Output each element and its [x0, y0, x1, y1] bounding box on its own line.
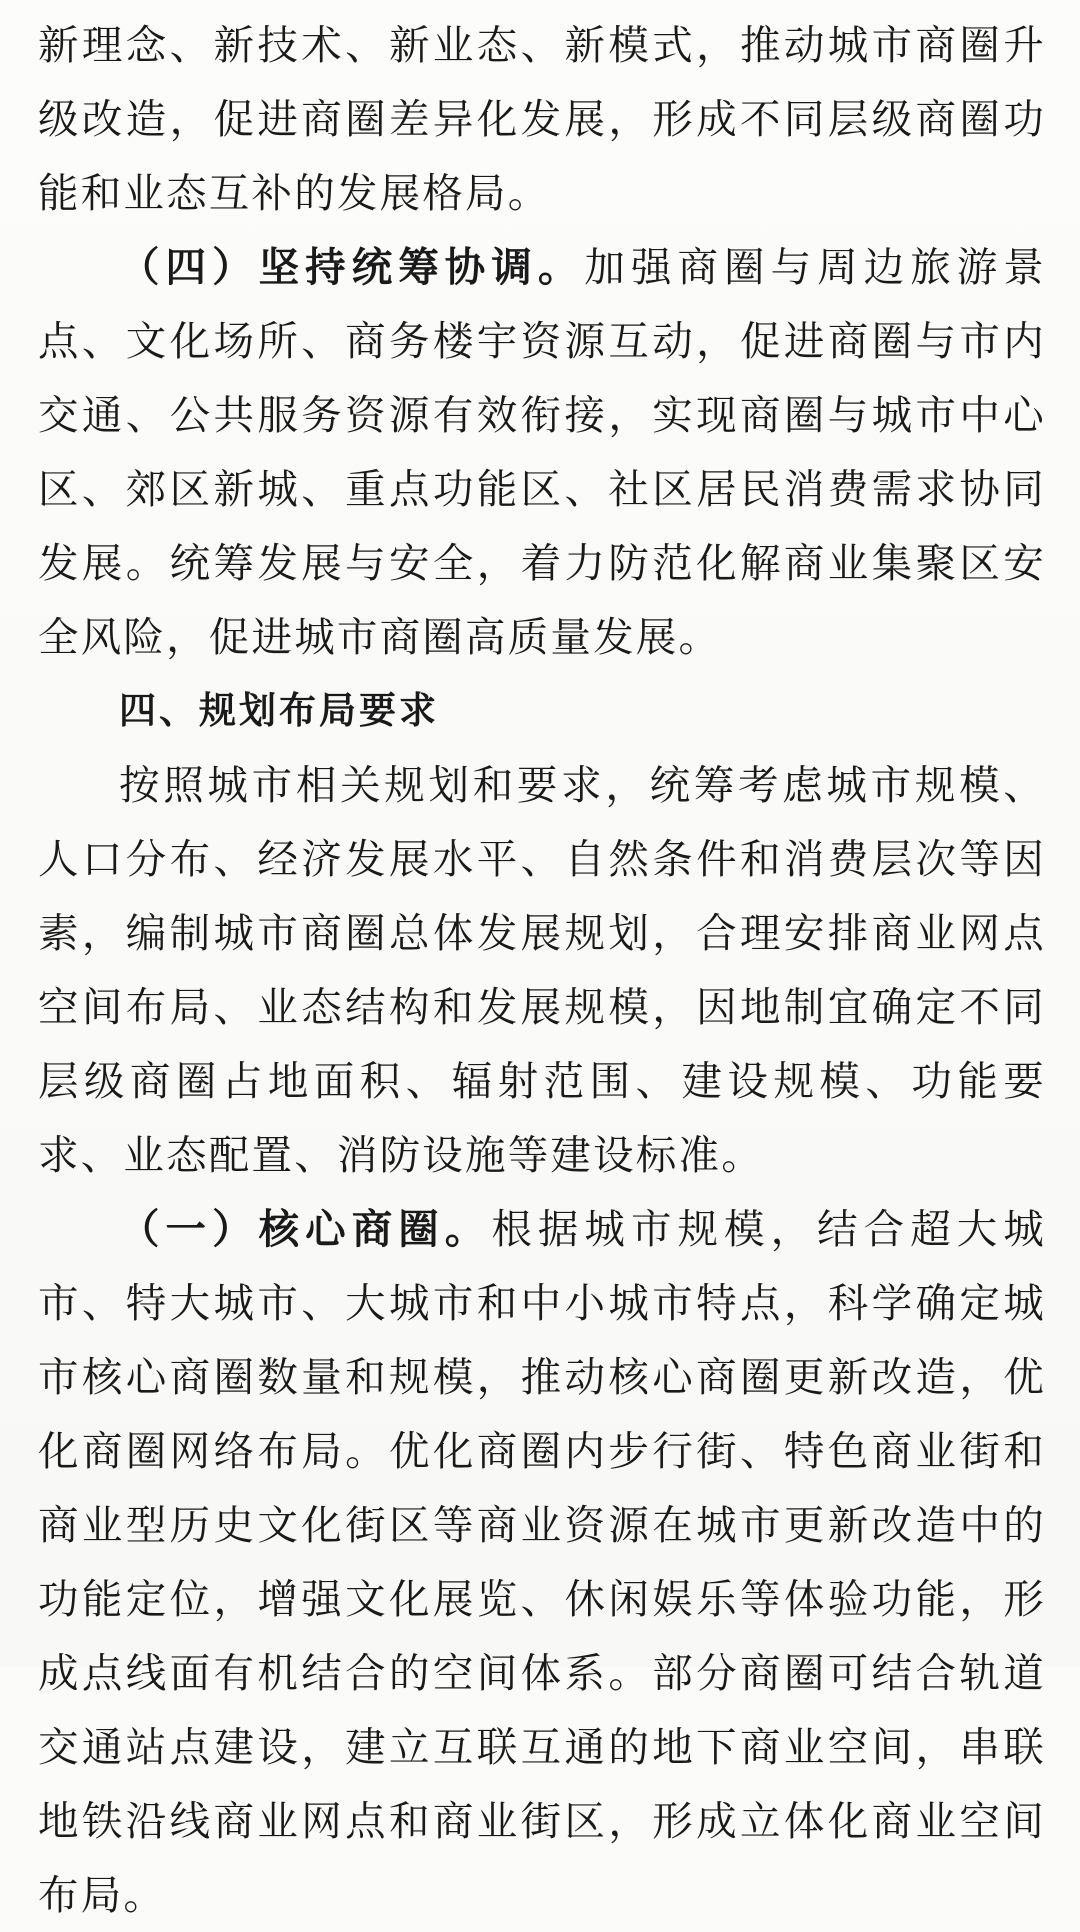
paragraph-continuation [38, 8, 1046, 230]
paragraph-text: 加强商圈与周边旅游景点、文化场所、商务楼宇资源互动，促进商圈与市内交通、公共服务资源有效衔接，实现商圈与城市中心区、郊区新城、重点功能区、社区居民消费需求协同发展。统筹发展与安全，着力防范化解商业集聚区安全风险，促进城市商圈高质量发展。 [38, 243, 1047, 661]
paragraph-planning [38, 748, 1046, 1192]
paragraph-coordination [38, 230, 1046, 674]
section-heading [38, 674, 1046, 748]
paragraph-lead: （四）坚持统筹协调。 [119, 243, 585, 291]
document-body [38, 8, 1046, 1932]
paragraph-core-district [38, 1192, 1046, 1932]
paragraph-text: 根据城市规模，结合超大城市、特大城市、大城市和中小城市特点，科学确定城市核心商圈数量和规模，推动核心商圈更新改造，优化商圈网络布局。优化商圈内步行街、特色商业街和商业型历史文化街区等商业资源在城市更新改造中的功能定位，增强文化展览、休闲娱乐等体验功能，形成点线面有机结合的空间体系。部分商圈可结合轨道交通站点建设，建立互联互通的地下商业空间，串联地铁沿线商业网点和商业街区，形成立体化商业空间布局。 [38, 1205, 1046, 1919]
paragraph-text: 按照城市相关规划和要求，统筹考虑城市规模、人口分布、经济发展水平、自然条件和消费层次等因素，编制城市商圈总体发展规划，合理安排商业网点空间布局、业态结构和发展规模，因地制宜确定不同层级商圈占地面积、辐射范围、建设规模、功能要求、业态配置、消防设施等建设标准。 [38, 761, 1046, 1179]
section-heading-text: 四、规划布局要求 [119, 689, 439, 732]
paragraph-text: 新理念、新技术、新业态、新模式，推动城市商圈升级改造，促进商圈差异化发展，形成不同层级商圈功能和业态互补的发展格局。 [38, 21, 1046, 217]
paragraph-lead: （一）核心商圈。 [119, 1205, 492, 1253]
